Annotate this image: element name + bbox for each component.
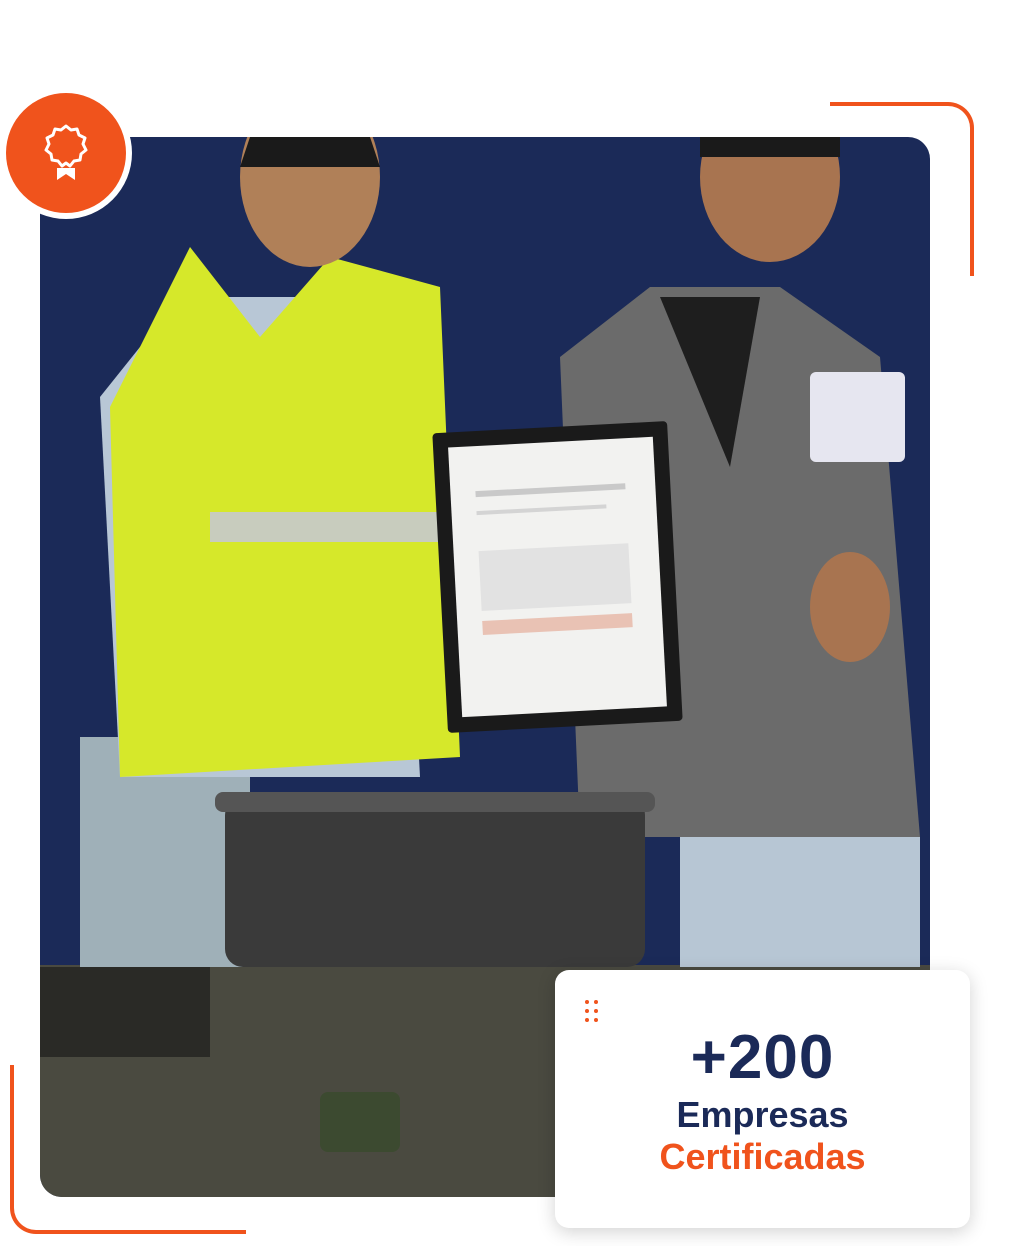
award-ribbon-icon — [44, 124, 88, 182]
right-person-hair — [700, 137, 840, 157]
award-badge — [6, 93, 126, 213]
vest-reflective-stripe — [210, 512, 450, 542]
office-chair — [225, 797, 645, 967]
right-person-jeans — [680, 837, 920, 967]
stat-label-certificadas: Certificadas — [659, 1136, 866, 1177]
power-adapter — [320, 1092, 400, 1152]
vest-patch — [810, 372, 905, 462]
thumbs-up-hand — [810, 552, 890, 662]
dots-grid-icon — [585, 1000, 599, 1024]
stat-label-empresas: Empresas — [676, 1094, 849, 1135]
stat-number: +200 — [690, 1023, 835, 1092]
left-person-hair — [240, 137, 380, 167]
stats-card — [555, 970, 970, 1228]
laptop — [40, 967, 210, 1057]
